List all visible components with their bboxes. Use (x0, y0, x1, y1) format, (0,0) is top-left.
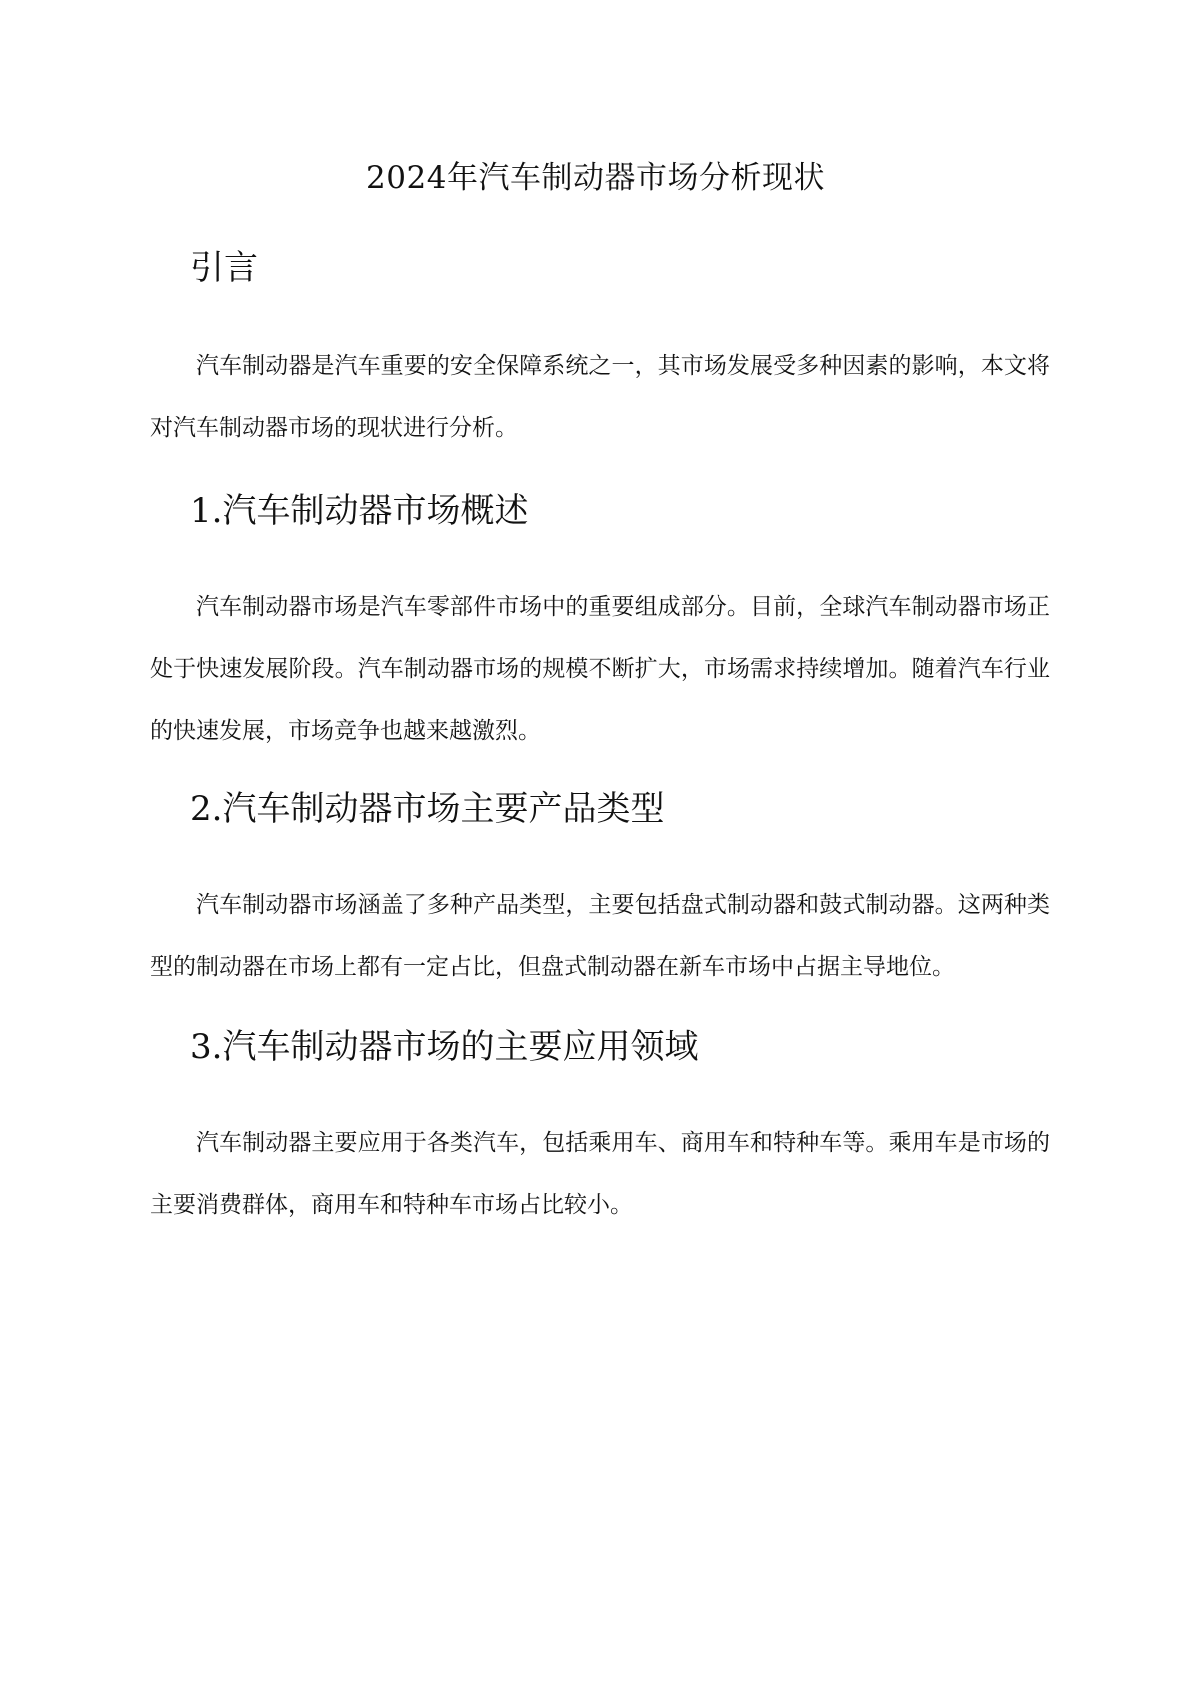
section-heading-introduction: 引言 (190, 248, 258, 288)
section-paragraph-applications: 汽车制动器主要应用于各类汽车，包括乘用车、商用车和特种车等。乘用车是市场的主要消费群体，商用车和特种车市场占比较小。 (150, 1130, 1050, 1218)
section-heading-product-types: 2.汽车制动器市场主要产品类型 (190, 789, 665, 829)
section-heading-applications: 3.汽车制动器市场的主要应用领域 (190, 1027, 699, 1067)
section-paragraph-product-types: 汽车制动器市场涵盖了多种产品类型，主要包括盘式制动器和鼓式制动器。这两种类型的制动器在市场上都有一定占比，但盘式制动器在新车市场中占据主导地位。 (150, 892, 1050, 980)
section-paragraph-market-overview: 汽车制动器市场是汽车零部件市场中的重要组成部分。目前，全球汽车制动器市场正处于快速发展阶段。汽车制动器市场的规模不断扩大，市场需求持续增加。随着汽车行业的快速发展，市场竞争也越来越激烈。 (150, 594, 1050, 744)
section-paragraph-introduction: 汽车制动器是汽车重要的安全保障系统之一，其市场发展受多种因素的影响，本文将对汽车制动器市场的现状进行分析。 (150, 353, 1050, 441)
section-heading-market-overview: 1.汽车制动器市场概述 (190, 491, 529, 531)
document-title: 2024年汽车制动器市场分析现状 (366, 160, 825, 196)
